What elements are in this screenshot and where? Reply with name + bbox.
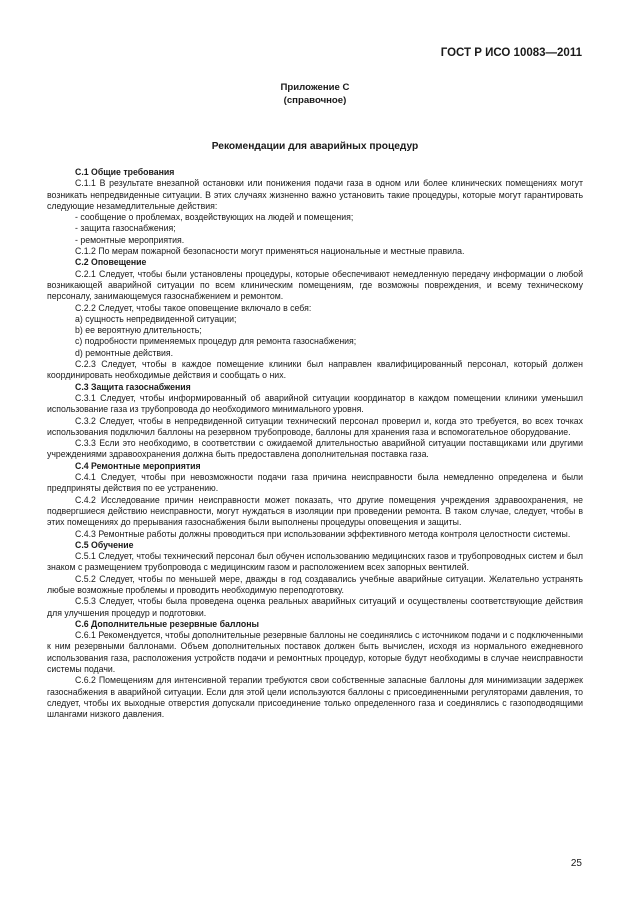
paragraph: С.4.3 Ремонтные работы должны проводиться при использовании эффективного метода контроля целостности системы. — [75, 528, 571, 539]
section-title: Рекомендации для аварийных процедур — [211, 141, 419, 152]
paragraph: С.2.2 Следует, чтобы такое оповещение включало в себя: — [75, 302, 312, 313]
document-code: ГОСТ Р ИСО 10083—2011 — [440, 47, 582, 59]
subsection-heading: С.6 Дополнительные резервные баллоны — [75, 618, 259, 629]
paragraph: С.3.3 Если это необходимо, в соответствии с ожидаемой длительностью аварийной ситуации поставщиками или другими учреждениями здравоохранения должна быть предоставлена дополнительная поставка газа. — [47, 438, 583, 460]
body-text — [47, 167, 583, 721]
paragraph: С.3.2 Следует, чтобы в непредвиденной ситуации технический персонал проверил и, когда это требуется, во всех точках использования подключил баллоны на резервном трубопроводе, баллоны для хранения газа и вспомогательное оборудование. — [47, 415, 583, 437]
paragraph: С.2.1 Следует, чтобы были установлены процедуры, которые обеспечивают немедленную передачу информации о любой возникающей аварийной ситуации по всем клиническим помещениям, где возможны повреждения, и всему техническому персоналу, занимающемуся газоснабжением и ремонтом. — [47, 268, 583, 302]
subsection-heading: С.4 Ремонтные мероприятия — [75, 460, 201, 471]
paragraph: С.6.2 Помещениям для интенсивной терапии требуются свои собственные запасные баллоны для минимизации задержек газоснабжения в аварийной ситуации. Если для этой цели используются баллоны с присоединенными регуляторами давления, то следует, чтобы их выходные отверстия допускали присоединение только определенного газа и соединялись с газоподводящими шлангами низкого давления. — [47, 675, 583, 720]
paragraph: С.4.1 Следует, чтобы при невозможности подачи газа причина неисправности была немедленно определена и были предприняты действия по ее устранению. — [47, 472, 583, 494]
subsection-heading: С.1 Общие требования — [75, 167, 175, 177]
subsection-heading: С.3 Защита газоснабжения — [75, 381, 191, 392]
page-number: 25 — [570, 858, 582, 869]
paragraph: С.5.2 Следует, чтобы по меньшей мере, дважды в год создавались учебные аварийные ситуации. Желательно устранять любые возможные проблемы и проводить необходимую переподготовку. — [47, 573, 583, 595]
list-item: c) подробности применяемых процедур для ремонта газоснабжения; — [75, 336, 357, 347]
annex-title: Приложение С — [280, 82, 350, 93]
paragraph: С.3.1 Следует, чтобы информированный об аварийной ситуации координатор в каждом помещении клиники уменьшил использование газа из трубопровода до необходимого минимального уровня. — [47, 392, 583, 415]
list-item: - сообщение о проблемах, воздействующих на людей и помещения; — [75, 212, 354, 223]
subsection-heading: С.2 Оповещение — [75, 257, 147, 268]
paragraph: С.1.1 В результате внезапной остановки или понижения подачи газа в одном или более клинических помещениях могут возникать непредвиденные ситуации. В этих случаях жизненно важно установить такие процедуры, которые могут гарантировать следующие незамедлительные действия: — [47, 178, 583, 211]
list-item: - ремонтные мероприятия. — [75, 234, 185, 245]
annex-note: (справочное) — [283, 95, 347, 106]
list-item: d) ремонтные действия. — [75, 347, 174, 358]
list-item: a) сущность непредвиденной ситуации; — [75, 313, 237, 324]
subsection-heading: С.5 Обучение — [75, 539, 134, 550]
paragraph: С.5.1 Следует, чтобы технический персонал был обучен использованию медицинских газов и трубопроводных систем и был знаком с размещением трубопровода с медицинским газом и расположением всех запорных вентилей. — [47, 551, 583, 573]
paragraph: С.6.1 Рекомендуется, чтобы дополнительные резервные баллоны не соединялись с источником подачи и с подключенными к ним резервными баллонами. Объем дополнительных поставок должен быть вычислен, исходя из нормального ежедневного использования газа, расположения устройств подачи и ремонтных процедур, которые будут необходимы в случае неисправности системы подачи. — [47, 630, 583, 675]
paragraph: С.4.2 Исследование причин неисправности может показать, что другие помещения учреждения здравоохранения, не подвергшиеся действию неисправности, могут нуждаться в изоляции при проведении ремонта. В таком случае, следует, чтобы в этих помещениях до прерывания газоснабжения были выполнены процедуры оповещения и защиты. — [47, 494, 583, 528]
paragraph: С.1.2 По мерам пожарной безопасности могут применяться национальные и местные правила. — [75, 246, 465, 257]
list-item: - защита газоснабжения; — [75, 223, 176, 234]
list-item: b) ее вероятную длительность; — [75, 325, 202, 336]
paragraph: С.5.3 Следует, чтобы была проведена оценка реальных аварийных ситуаций и осуществлены соответствующие действия для улучшения процедур и подготовки. — [47, 596, 583, 618]
paragraph: С.2.3 Следует, чтобы в каждое помещение клиники был направлен квалифицированный персонал, который должен координировать необходимые действия и сообщать о них. — [47, 359, 583, 381]
